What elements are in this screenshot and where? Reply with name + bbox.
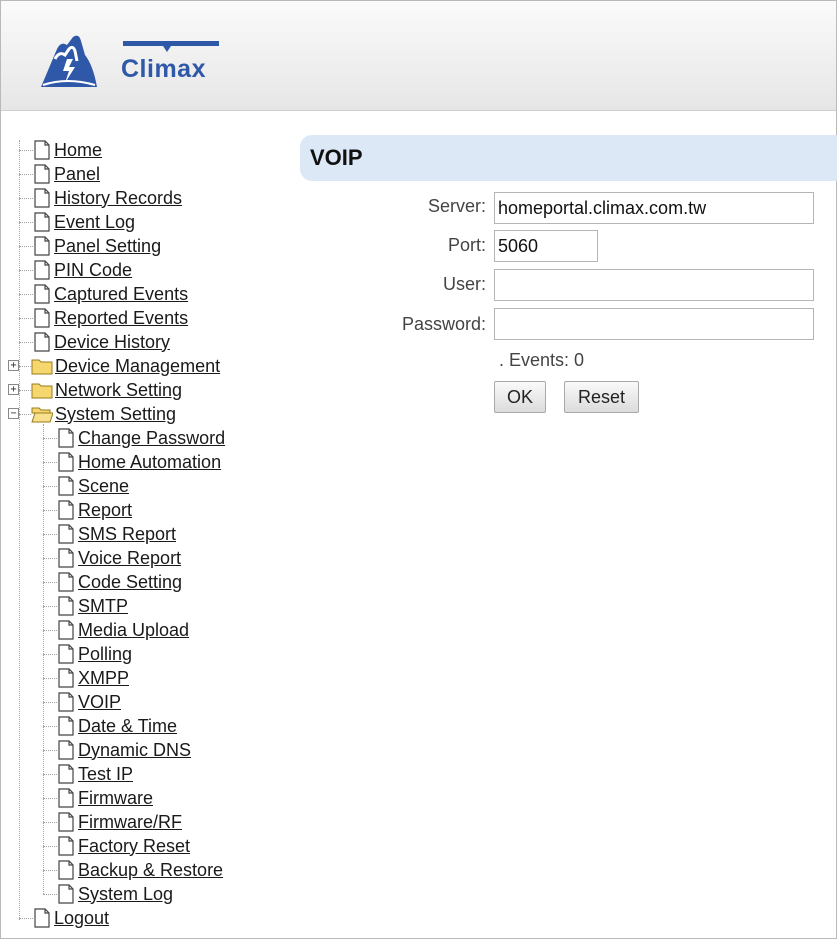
tree-connector <box>43 486 57 487</box>
document-icon <box>57 476 75 496</box>
nav-item-history-records[interactable] <box>33 186 182 210</box>
nav-item-system-log-link[interactable]: System Log <box>78 883 174 904</box>
nav-item-polling-link[interactable]: Polling <box>78 643 133 664</box>
folder-icon <box>31 381 53 399</box>
nav-item-voip[interactable] <box>57 690 121 714</box>
plus-toggle-icon[interactable]: + <box>8 384 19 395</box>
ok-button[interactable]: OK <box>494 381 546 413</box>
nav-item-voice-report-link[interactable]: Voice Report <box>78 547 182 568</box>
document-icon <box>57 716 75 736</box>
nav-item-event-log[interactable] <box>33 210 135 234</box>
nav-item-backup-restore[interactable] <box>57 858 223 882</box>
port-label: Port: <box>447 235 486 255</box>
tree-connector <box>43 894 57 895</box>
document-icon <box>57 740 75 760</box>
tree-connector <box>19 342 33 343</box>
document-icon <box>57 764 75 784</box>
tree-connector <box>43 630 57 631</box>
document-icon <box>57 596 75 616</box>
tree-connector <box>43 654 57 655</box>
nav-item-panel[interactable] <box>33 162 100 186</box>
tree-connector <box>43 438 57 439</box>
tree-connector <box>19 318 33 319</box>
folder-icon <box>31 357 53 375</box>
nav-item-panel-setting[interactable] <box>33 234 161 258</box>
tree-connector <box>19 294 33 295</box>
tree-connector <box>43 582 57 583</box>
document-icon <box>57 788 75 808</box>
tree-connector <box>19 222 33 223</box>
tree-connector <box>43 702 57 703</box>
tree-line <box>19 140 20 920</box>
header-banner <box>1 1 836 111</box>
nav-item-test-ip-link[interactable]: Test IP <box>78 763 134 784</box>
document-icon <box>57 428 75 448</box>
tree-connector <box>43 846 57 847</box>
nav-item-test-ip[interactable] <box>57 762 133 786</box>
nav-item-device-history-link[interactable]: Device History <box>54 331 171 352</box>
nav-item-dynamic-dns[interactable] <box>57 738 191 762</box>
nav-item-system-log[interactable] <box>57 882 173 906</box>
server-input[interactable] <box>494 192 814 224</box>
tree-connector <box>43 606 57 607</box>
tree-connector <box>43 678 57 679</box>
tree-connector <box>43 774 57 775</box>
climax-logo[interactable] <box>37 29 227 95</box>
nav-item-home-link[interactable]: Home <box>54 139 103 160</box>
nav-folder-network-setting-link[interactable]: Network Setting <box>55 379 183 400</box>
nav-item-media-upload-link[interactable]: Media Upload <box>78 619 190 640</box>
nav-item-change-password[interactable] <box>57 426 225 450</box>
tree-connector <box>43 726 57 727</box>
tree-connector <box>43 510 57 511</box>
tree-connector <box>19 246 33 247</box>
tree-connector <box>19 174 33 175</box>
nav-item-firmware-rf-link[interactable]: Firmware/RF <box>78 811 182 832</box>
document-icon <box>57 572 75 592</box>
tree-connector <box>19 366 31 367</box>
document-icon <box>57 860 75 880</box>
document-icon <box>57 548 75 568</box>
password-label: Password: <box>401 314 486 334</box>
document-icon <box>33 212 51 232</box>
nav-item-factory-reset[interactable] <box>57 834 190 858</box>
nav-item-date-time[interactable] <box>57 714 177 738</box>
tree-connector <box>19 198 33 199</box>
nav-item-voice-report[interactable] <box>57 546 181 570</box>
document-icon <box>57 836 75 856</box>
nav-item-firmware[interactable] <box>57 786 153 810</box>
nav-item-home[interactable] <box>33 138 102 162</box>
nav-item-device-history[interactable] <box>33 330 170 354</box>
tree-connector <box>43 798 57 799</box>
nav-item-change-password-link[interactable]: Change Password <box>78 427 226 448</box>
document-icon <box>33 140 51 160</box>
nav-item-reported-events-link[interactable]: Reported Events <box>54 307 189 328</box>
tree-connector <box>19 918 33 919</box>
document-icon <box>57 620 75 640</box>
tree-connector <box>19 150 33 151</box>
logo-wordmark: Climax <box>121 55 206 83</box>
document-icon <box>57 452 75 472</box>
document-icon <box>33 332 51 352</box>
document-icon <box>57 692 75 712</box>
plus-toggle-icon[interactable]: + <box>8 360 19 371</box>
nav-item-smtp-link[interactable]: SMTP <box>78 595 129 616</box>
nav-folder-device-management-link[interactable]: Device Management <box>55 355 221 376</box>
tree-connector <box>43 870 57 871</box>
nav-item-reported-events[interactable] <box>33 306 188 330</box>
events-count: . Events: 0 <box>499 350 585 370</box>
nav-item-logout-link[interactable]: Logout <box>54 907 110 928</box>
tree-connector <box>43 750 57 751</box>
nav-item-panel-link[interactable]: Panel <box>54 163 101 184</box>
server-label: Server: <box>427 196 486 216</box>
nav-item-logout[interactable] <box>33 906 109 930</box>
document-icon <box>57 884 75 904</box>
nav-item-captured-events-link[interactable]: Captured Events <box>54 283 189 304</box>
nav-item-firmware-rf[interactable] <box>57 810 182 834</box>
nav-item-scene-link[interactable]: Scene <box>78 475 130 496</box>
tree-connector <box>43 822 57 823</box>
nav-item-history-records-link[interactable]: History Records <box>54 187 183 208</box>
document-icon <box>33 188 51 208</box>
nav-item-media-upload[interactable] <box>57 618 189 642</box>
nav-item-report-link[interactable]: Report <box>78 499 133 520</box>
document-icon <box>57 644 75 664</box>
nav-item-pin-code-link[interactable]: PIN Code <box>54 259 133 280</box>
document-icon <box>33 284 51 304</box>
nav-item-factory-reset-link[interactable]: Factory Reset <box>78 835 191 856</box>
page-title-bar <box>300 135 837 181</box>
nav-item-firmware-link[interactable]: Firmware <box>78 787 153 808</box>
user-label: User: <box>442 274 486 294</box>
port-input[interactable] <box>494 230 598 262</box>
nav-folder-device-management[interactable] <box>31 354 220 378</box>
document-icon <box>33 260 51 280</box>
nav-item-polling[interactable] <box>57 642 132 666</box>
nav-item-home-automation[interactable] <box>57 450 221 474</box>
nav-item-voip-link[interactable]: VOIP <box>78 691 122 712</box>
tree-line <box>43 424 44 894</box>
nav-item-backup-restore-link[interactable]: Backup & Restore <box>78 859 224 880</box>
password-input[interactable] <box>494 308 814 340</box>
tree-connector <box>19 270 33 271</box>
nav-folder-system-setting-link[interactable]: System Setting <box>55 403 177 424</box>
tree-connector <box>43 534 57 535</box>
nav-item-dynamic-dns-link[interactable]: Dynamic DNS <box>78 739 192 760</box>
nav-folder-network-setting[interactable] <box>31 378 182 402</box>
document-icon <box>33 308 51 328</box>
tree-connector <box>43 462 57 463</box>
nav-item-sms-report[interactable] <box>57 522 176 546</box>
nav-item-sms-report-link[interactable]: SMS Report <box>78 523 177 544</box>
page-title: VOIP <box>310 145 363 170</box>
user-input[interactable] <box>494 269 814 301</box>
nav-item-captured-events[interactable] <box>33 282 188 306</box>
document-icon <box>33 908 51 928</box>
minus-toggle-icon[interactable]: − <box>8 408 19 419</box>
document-icon <box>57 668 75 688</box>
nav-folder-system-setting[interactable] <box>31 402 176 426</box>
nav-item-xmpp[interactable] <box>57 666 129 690</box>
nav-item-code-setting[interactable] <box>57 570 182 594</box>
nav-item-home-automation-link[interactable]: Home Automation <box>78 451 222 472</box>
nav-item-date-time-link[interactable]: Date & Time <box>78 715 178 736</box>
nav-item-smtp[interactable] <box>57 594 128 618</box>
document-icon <box>33 164 51 184</box>
tree-connector <box>19 390 31 391</box>
document-icon <box>57 812 75 832</box>
tree-connector <box>43 558 57 559</box>
reset-button[interactable]: Reset <box>564 381 639 413</box>
folder-open-icon <box>31 405 53 423</box>
nav-item-pin-code[interactable] <box>33 258 132 282</box>
document-icon <box>33 236 51 256</box>
nav-item-report[interactable] <box>57 498 132 522</box>
nav-item-scene[interactable] <box>57 474 129 498</box>
nav-item-panel-setting-link[interactable]: Panel Setting <box>54 235 162 256</box>
nav-item-code-setting-link[interactable]: Code Setting <box>78 571 183 592</box>
document-icon <box>57 524 75 544</box>
tree-connector <box>19 414 31 415</box>
nav-item-xmpp-link[interactable]: XMPP <box>78 667 130 688</box>
nav-item-event-log-link[interactable]: Event Log <box>54 211 136 232</box>
document-icon <box>57 500 75 520</box>
